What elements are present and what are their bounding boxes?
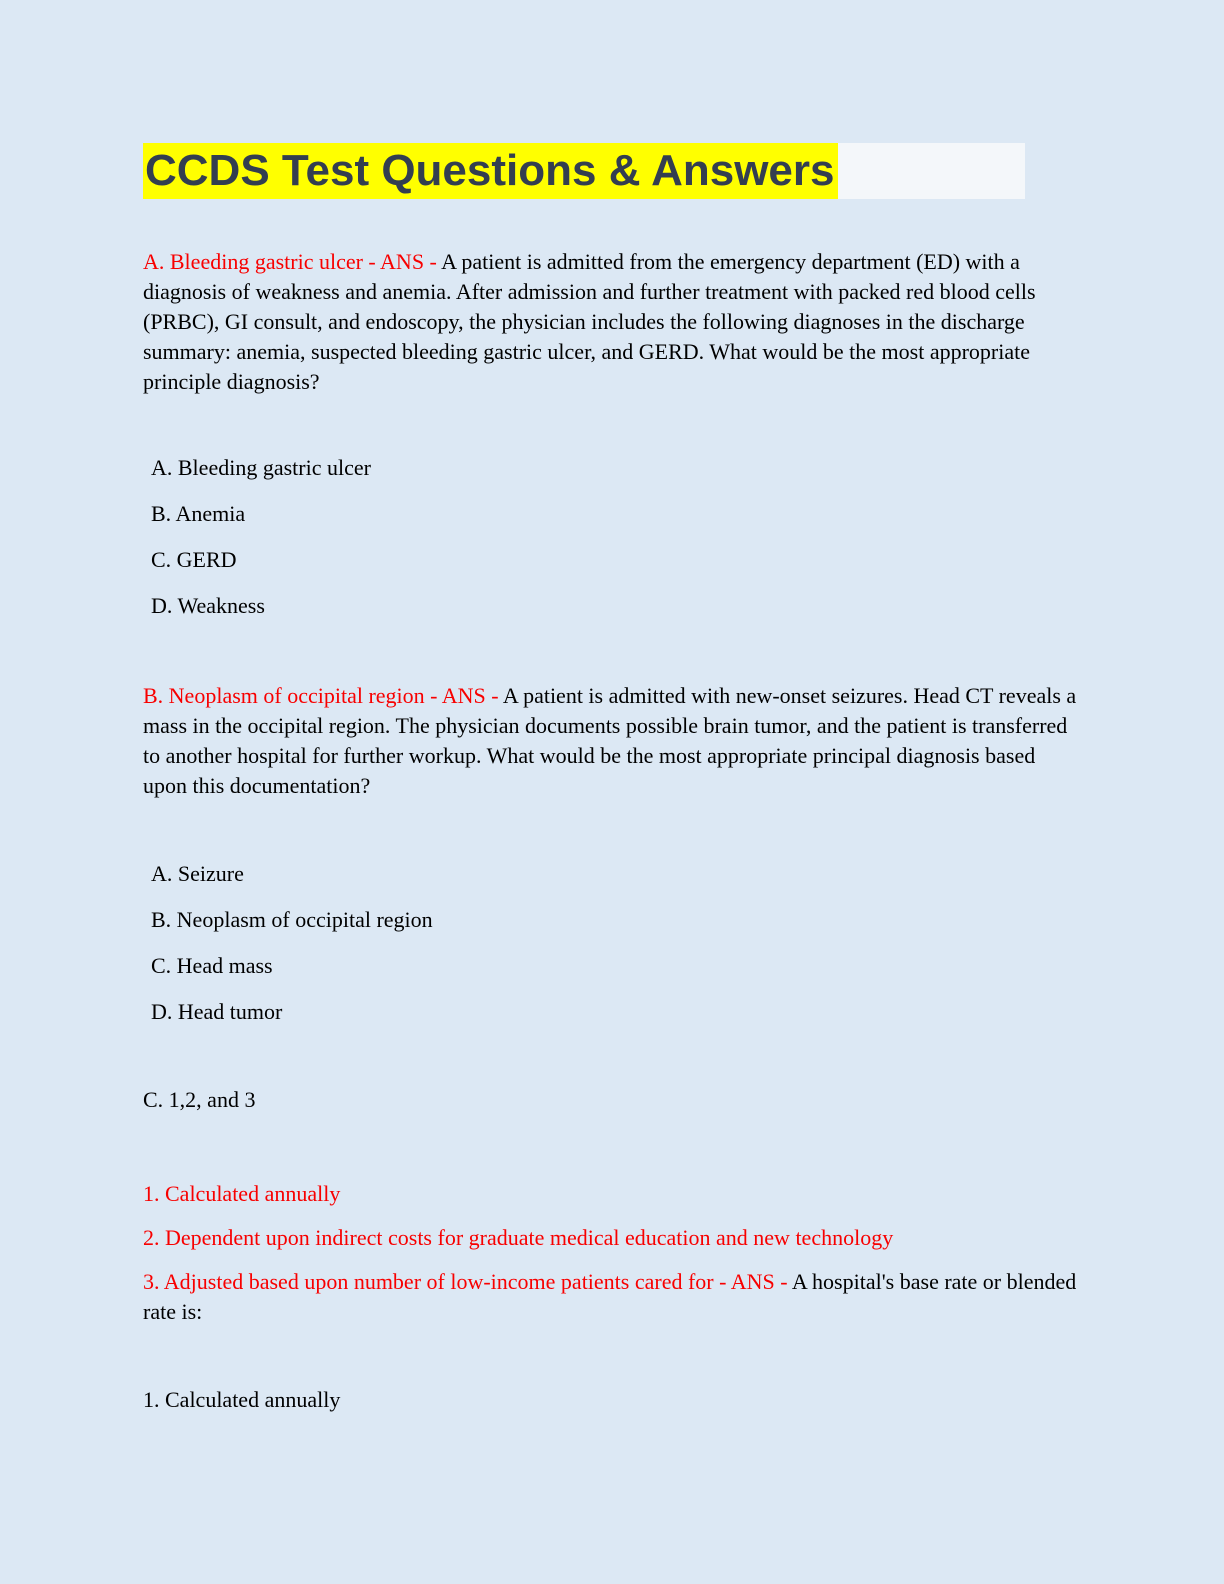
answer-option: A. Seizure <box>151 861 244 886</box>
answer-option: D. Head tumor <box>151 999 283 1024</box>
question-1-paragraph <box>143 247 1083 397</box>
stray-answer-fragment: C. 1,2, and 3 <box>143 1087 256 1112</box>
title-spacer-box <box>838 143 1025 199</box>
red-list-item: 1. Calculated annually <box>143 1181 341 1206</box>
answer-option: D. Weakness <box>151 593 265 618</box>
question-2-paragraph <box>143 681 1083 801</box>
answer-option: A. Bleeding gastric ulcer <box>151 455 371 480</box>
question-1-answer-prefix: A. Bleeding gastric ulcer - ANS - <box>143 249 442 274</box>
page-title-text: CCDS Test Questions & Answers <box>143 143 838 199</box>
question-3-list <box>143 1179 1083 1327</box>
answer-option: B. Anemia <box>151 501 246 526</box>
answer-option: B. Neoplasm of occipital region <box>151 907 433 932</box>
page-title <box>143 143 1083 199</box>
question-3-text: A hospital's base rate or blended rate is: <box>143 1269 1077 1324</box>
red-list-item: 2. Dependent upon indirect costs for graduate medical education and new technology <box>143 1225 894 1250</box>
question-1-text: A patient is admitted from the emergency department (ED) with a diagnosis of weakness and anemia. After admission and further treatment with packed red blood cells (PRBC), GI consult, and endoscopy, the physician includes the following diagnoses in the discharge summary: anemia, suspected bleeding gastric ulcer, and GERD. What would be the most appropriate principle diagnosis? <box>143 249 1036 394</box>
black-list-item: 1. Calculated annually <box>143 1387 341 1412</box>
red-list-item-with-question <box>143 1267 1083 1327</box>
question-2-text: A patient is admitted with new-onset seizures. Head CT reveals a mass in the occipital region. The physician documents possible brain tumor, and the patient is transferred to another hospital for further workup. What would be the most appropriate principal diagnosis based upon this documentation? <box>143 683 1077 798</box>
question-2-options <box>143 859 1083 1027</box>
answer-option: C. Head mass <box>151 953 273 978</box>
question-1-options <box>143 453 1083 621</box>
answer-option: C. GERD <box>151 547 237 572</box>
question-3-answer-prefix: 3. Adjusted based upon number of low-income patients cared for - ANS - <box>143 1269 792 1294</box>
document-content <box>143 143 1083 1415</box>
question-2-answer-prefix: B. Neoplasm of occipital region - ANS - <box>143 683 503 708</box>
